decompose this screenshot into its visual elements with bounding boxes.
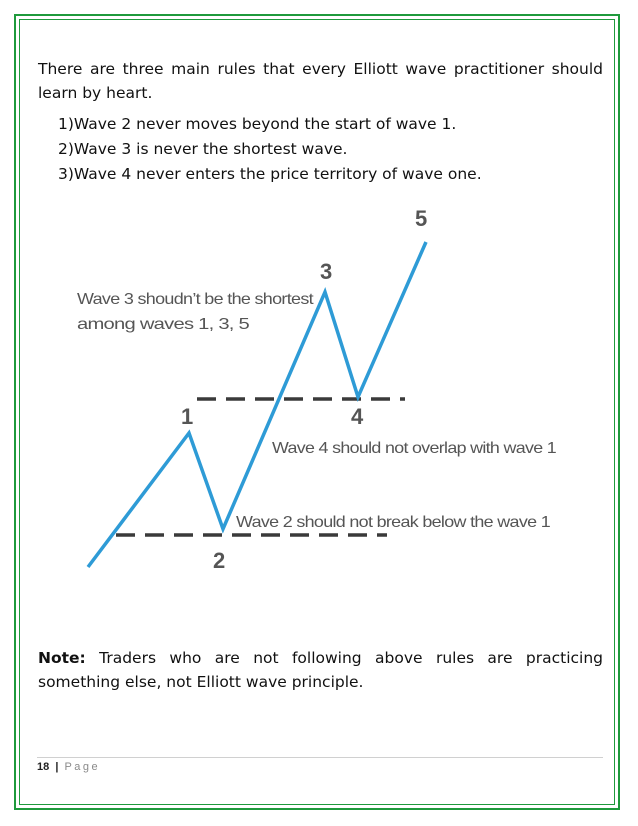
page-number: 18 — [37, 761, 50, 773]
page-word: Page — [64, 761, 101, 773]
footer-separator: | — [55, 761, 59, 773]
note-text: Traders who are not following above rules are practicing something else, not Elliott wave principle. — [38, 649, 603, 691]
elliott-wave-diagram — [60, 195, 580, 585]
annotation-wave4: Wave 4 should not overlap with wave 1 — [272, 440, 557, 457]
page-footer — [37, 761, 100, 773]
wave-label-5: 5 — [415, 206, 428, 231]
note-paragraph — [38, 646, 603, 694]
note-label: Note: — [38, 649, 86, 667]
wave-label-2: 2 — [213, 548, 226, 573]
wave-label-3: 3 — [320, 259, 333, 284]
annotation-wave3-line1: Wave 3 shoudn’t be the shortest — [77, 291, 315, 308]
rules-list — [58, 112, 482, 187]
annotation-wave2: Wave 2 should not break below the wave 1 — [236, 514, 551, 531]
annotation-wave3-line2: among waves 1, 3, 5 — [77, 316, 250, 333]
rule-item: 2)Wave 3 is never the shortest wave. — [58, 140, 348, 158]
footer-divider — [37, 757, 603, 758]
rule-item: 1)Wave 2 never moves beyond the start of wave 1. — [58, 115, 457, 133]
wave-label-4: 4 — [351, 404, 364, 429]
rule-item: 3)Wave 4 never enters the price territory of wave one. — [58, 165, 482, 183]
wave-label-1: 1 — [181, 404, 194, 429]
intro-paragraph: There are three main rules that every Elliott wave practitioner should learn by heart. — [38, 60, 603, 102]
